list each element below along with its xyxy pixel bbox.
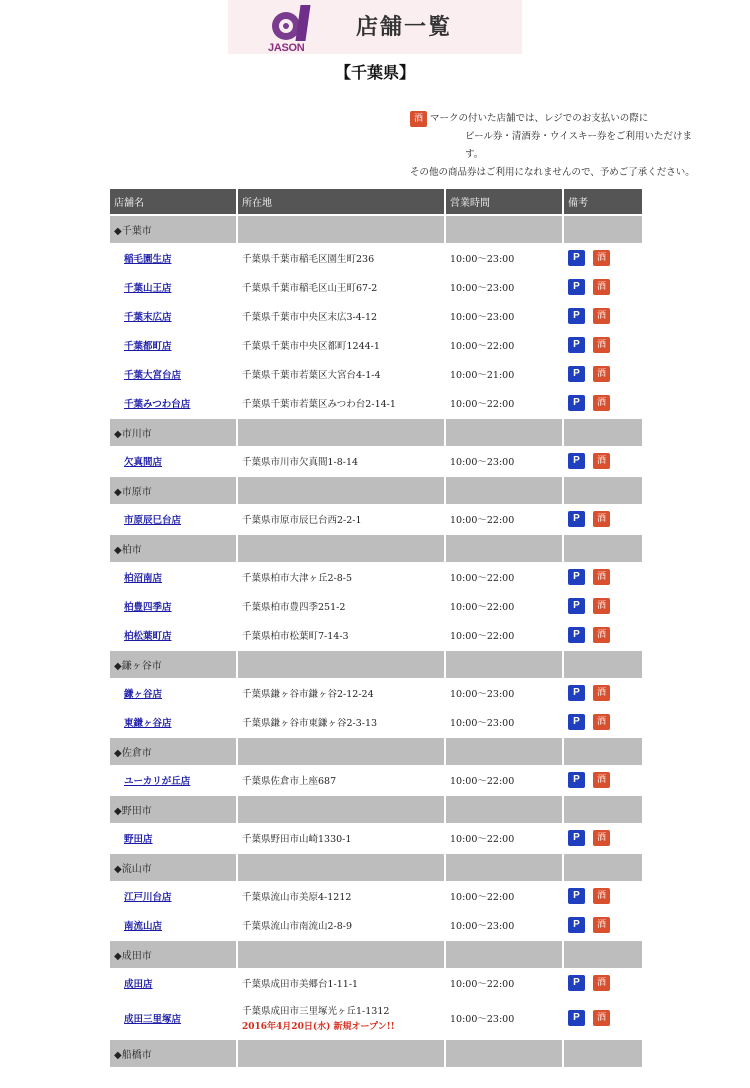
table-row [110,620,642,649]
group-row [110,649,642,678]
store-address-cell [238,359,444,388]
group-label: ◆流山市 [110,852,236,881]
table-row [110,330,642,359]
group-row [110,736,642,765]
store-name-cell [110,562,236,591]
group-cell [446,1038,562,1067]
store-name-cell [110,881,236,910]
store-address: 千葉県千葉市中央区都町1244-1 [242,340,380,352]
store-name-cell [110,678,236,707]
group-row [110,417,642,446]
table-row [110,823,642,852]
parking-icon: P [568,685,585,701]
store-link[interactable]: 市原辰巳台店 [124,514,182,526]
store-hours: 10:00〜22:00 [450,601,515,613]
group-cell [238,794,444,823]
store-address-cell [238,562,444,591]
store-address: 千葉県柏市松葉町7-14-3 [242,630,349,642]
group-cell [238,475,444,504]
store-remarks [564,301,642,330]
sake-icon: 酒 [593,917,610,933]
store-hours: 10:00〜23:00 [450,456,515,468]
table-row [110,765,642,794]
table-row [110,272,642,301]
group-cell [564,736,642,765]
group-label: ◆船橋市 [110,1038,236,1067]
store-name-cell [110,707,236,736]
parking-icon: P [568,598,585,614]
parking-icon: P [568,250,585,266]
store-remarks [564,591,642,620]
group-cell [564,475,642,504]
store-name-cell [110,910,236,939]
parking-icon: P [568,279,585,295]
header-store-name: 店舗名 [110,189,236,214]
store-address-cell [238,243,444,272]
store-hours: 10:00〜23:00 [450,311,515,323]
store-address: 千葉県千葉市若葉区大宮台4-1-4 [242,369,381,381]
store-link[interactable]: 江戸川台店 [124,891,172,903]
store-hours: 10:00〜22:00 [450,340,515,352]
group-cell [564,533,642,562]
group-cell [564,1038,642,1067]
store-address: 千葉県鎌ヶ谷市東鎌ヶ谷2-3-13 [242,717,378,729]
sake-icon: 酒 [593,395,610,411]
store-address: 千葉県千葉市稲毛区園生町236 [242,253,375,265]
group-cell [446,214,562,243]
sake-icon: 酒 [593,975,610,991]
store-address: 千葉県市原市辰巳台西2-2-1 [242,514,362,526]
group-cell [238,214,444,243]
store-name-cell [110,359,236,388]
group-cell [564,794,642,823]
store-name-cell [110,301,236,330]
store-address-cell [238,968,444,997]
header-hours: 営業時間 [446,189,562,214]
store-address: 千葉県市川市欠真間1-8-14 [242,456,359,468]
store-address-cell [238,997,444,1038]
store-link[interactable]: 東鎌ヶ谷店 [124,717,172,729]
group-label: ◆野田市 [110,794,236,823]
sake-icon: 酒 [593,569,610,585]
store-remarks [564,678,642,707]
group-cell [446,417,562,446]
sake-icon: 酒 [410,111,427,127]
group-cell [446,649,562,678]
group-cell [564,214,642,243]
sake-icon: 酒 [593,308,610,324]
group-row [110,794,642,823]
group-cell [238,533,444,562]
sake-icon: 酒 [593,279,610,295]
store-name-cell [110,968,236,997]
store-name-cell [110,823,236,852]
table-row [110,504,642,533]
prefecture-title: 【千葉県】 [334,63,415,82]
group-cell [446,533,562,562]
store-remarks [564,707,642,736]
group-label: ◆柏市 [110,533,236,562]
group-label: ◆市原市 [110,475,236,504]
store-name-cell [110,997,236,1038]
store-link[interactable]: 鎌ヶ谷店 [124,688,163,700]
group-cell [564,649,642,678]
table-row [110,968,642,997]
store-link[interactable]: 柏沼南店 [124,572,163,584]
store-name-cell [110,620,236,649]
store-link[interactable]: 南流山店 [124,920,163,932]
store-address-cell [238,446,444,475]
store-link[interactable]: 稲毛園生店 [124,253,172,265]
group-row [110,852,642,881]
store-name-cell [110,446,236,475]
store-link[interactable]: 千葉みつわ台店 [124,398,191,410]
sake-icon: 酒 [593,888,610,904]
parking-icon: P [568,1010,585,1026]
store-name-cell [110,243,236,272]
store-address-cell [238,910,444,939]
store-hours: 10:00〜23:00 [450,688,515,700]
store-remarks [564,968,642,997]
group-cell [446,939,562,968]
jason-logo[interactable] [268,5,318,53]
store-link[interactable]: 千葉山王店 [124,282,172,294]
sake-icon: 酒 [593,627,610,643]
table-row [110,910,642,939]
store-address: 千葉県千葉市若葉区みつわ台2-14-1 [242,398,396,410]
group-row [110,214,642,243]
store-link[interactable]: 柏豊四季店 [124,601,172,613]
store-link[interactable]: 千葉都町店 [124,340,172,352]
group-cell [238,939,444,968]
store-name-cell [110,388,236,417]
group-label: ◆成田市 [110,939,236,968]
store-remarks [564,272,642,301]
store-remarks [564,765,642,794]
parking-icon: P [568,569,585,585]
parking-icon: P [568,337,585,353]
page-header [228,0,522,54]
table-body [110,214,642,1067]
group-label: ◆佐倉市 [110,736,236,765]
store-hours: 10:00〜23:00 [450,282,515,294]
store-address: 千葉県野田市山崎1330-1 [242,833,352,845]
parking-icon: P [568,627,585,643]
store-address: 千葉県千葉市中央区末広3-4-12 [242,311,378,323]
store-remarks [564,910,642,939]
store-address-cell [238,765,444,794]
store-table [108,189,644,1067]
store-remarks [564,446,642,475]
sake-icon: 酒 [593,1010,610,1026]
store-link[interactable]: 野田店 [124,833,153,845]
group-label: ◆市川市 [110,417,236,446]
group-cell [238,852,444,881]
voucher-note [410,110,710,182]
store-name-cell [110,765,236,794]
group-cell [446,794,562,823]
parking-icon: P [568,511,585,527]
table-row [110,997,642,1038]
store-remarks [564,997,642,1038]
store-hours: 10:00〜23:00 [450,253,515,265]
store-link[interactable]: 成田三里塚店 [124,1013,182,1025]
group-cell [238,649,444,678]
table-row [110,591,642,620]
store-remarks [564,388,642,417]
parking-icon: P [568,830,585,846]
sake-icon: 酒 [593,366,610,382]
store-name-cell [110,504,236,533]
store-name-cell [110,272,236,301]
sake-icon: 酒 [593,453,610,469]
store-remarks [564,243,642,272]
group-cell [446,852,562,881]
header-address: 所在地 [238,189,444,214]
group-row [110,1038,642,1067]
table-header-row [110,189,642,214]
table-row [110,388,642,417]
store-address: 千葉県鎌ヶ谷市鎌ヶ谷2-12-24 [242,688,374,700]
sake-icon: 酒 [593,250,610,266]
store-link[interactable]: 千葉末広店 [124,311,172,323]
store-address: 千葉県柏市大津ヶ丘2-8-5 [242,572,353,584]
parking-icon: P [568,453,585,469]
store-address-cell [238,591,444,620]
sake-icon: 酒 [593,511,610,527]
store-hours: 10:00〜22:00 [450,630,515,642]
store-hours: 10:00〜23:00 [450,1013,515,1025]
header-remarks: 備考 [564,189,642,214]
parking-icon: P [568,308,585,324]
parking-icon: P [568,888,585,904]
store-hours: 10:00〜22:00 [450,978,515,990]
group-row [110,475,642,504]
note-line-1: マークの付いた店舗では、レジでのお支払いの際に [430,113,649,124]
parking-icon: P [568,714,585,730]
parking-icon: P [568,366,585,382]
store-remarks [564,823,642,852]
group-cell [238,736,444,765]
store-address: 千葉県流山市美原4-1212 [242,891,352,903]
store-address-cell [238,272,444,301]
group-cell [446,736,562,765]
store-link[interactable]: 欠真間店 [124,456,163,468]
store-address: 千葉県柏市豊四季251-2 [242,601,346,613]
store-link[interactable]: ユーカリが丘店 [124,775,191,787]
note-line-3: その他の商品券はご利用になれませんので、予めご了承ください。 [410,167,695,178]
store-name-cell [110,591,236,620]
group-label: ◆千葉市 [110,214,236,243]
group-label: ◆鎌ヶ谷市 [110,649,236,678]
store-hours: 10:00〜23:00 [450,920,515,932]
sake-icon: 酒 [593,714,610,730]
store-hours: 10:00〜22:00 [450,398,515,410]
group-cell [446,475,562,504]
store-remarks [564,562,642,591]
store-address-cell [238,707,444,736]
store-address: 千葉県成田市三里塚光ヶ丘1-1312 [242,1006,390,1017]
sake-icon: 酒 [593,598,610,614]
store-address-cell [238,620,444,649]
group-cell [564,939,642,968]
store-name-cell [110,330,236,359]
store-address: 千葉県成田市美郷台1-11-1 [242,978,359,990]
store-remarks [564,881,642,910]
group-row [110,533,642,562]
store-hours: 10:00〜22:00 [450,833,515,845]
store-remarks [564,359,642,388]
store-remarks [564,504,642,533]
table-row [110,301,642,330]
store-link[interactable]: 千葉大宮台店 [124,369,182,381]
store-address-cell [238,330,444,359]
store-address: 千葉県流山市南流山2-8-9 [242,920,353,932]
store-hours: 10:00〜22:00 [450,775,515,787]
store-link[interactable]: 柏松葉町店 [124,630,172,642]
table-row [110,243,642,272]
store-address: 千葉県千葉市稲毛区山王町67-2 [242,282,378,294]
store-remarks [564,620,642,649]
group-row [110,939,642,968]
table-row [110,678,642,707]
store-hours: 10:00〜22:00 [450,514,515,526]
group-cell [564,852,642,881]
sake-icon: 酒 [593,337,610,353]
sake-icon: 酒 [593,685,610,701]
sake-icon: 酒 [593,830,610,846]
group-cell [564,417,642,446]
store-address-cell [238,823,444,852]
new-opening-note: 2016年4月20日(水) 新規オープン!! [242,1022,395,1032]
group-cell [238,1038,444,1067]
sake-icon: 酒 [593,772,610,788]
parking-icon: P [568,975,585,991]
parking-icon: P [568,772,585,788]
store-address-cell [238,301,444,330]
parking-icon: P [568,395,585,411]
table-row [110,562,642,591]
table-row [110,446,642,475]
store-address-cell [238,678,444,707]
table-row [110,707,642,736]
logo-text: JASON [268,42,305,54]
table-row [110,359,642,388]
store-hours: 10:00〜22:00 [450,572,515,584]
store-hours: 10:00〜22:00 [450,891,515,903]
store-remarks [564,330,642,359]
store-address-cell [238,504,444,533]
store-hours: 10:00〜21:00 [450,369,515,381]
parking-icon: P [568,917,585,933]
page-title: 店舗一覧 [356,15,453,40]
store-address-cell [238,881,444,910]
store-link[interactable]: 成田店 [124,978,153,990]
store-address-cell [238,388,444,417]
group-cell [238,417,444,446]
store-address: 千葉県佐倉市上座687 [242,775,337,787]
store-hours: 10:00〜23:00 [450,717,515,729]
note-line-2: ビール券・清酒券・ウイスキー券をご利用いただけます。 [465,131,693,160]
table-row [110,881,642,910]
